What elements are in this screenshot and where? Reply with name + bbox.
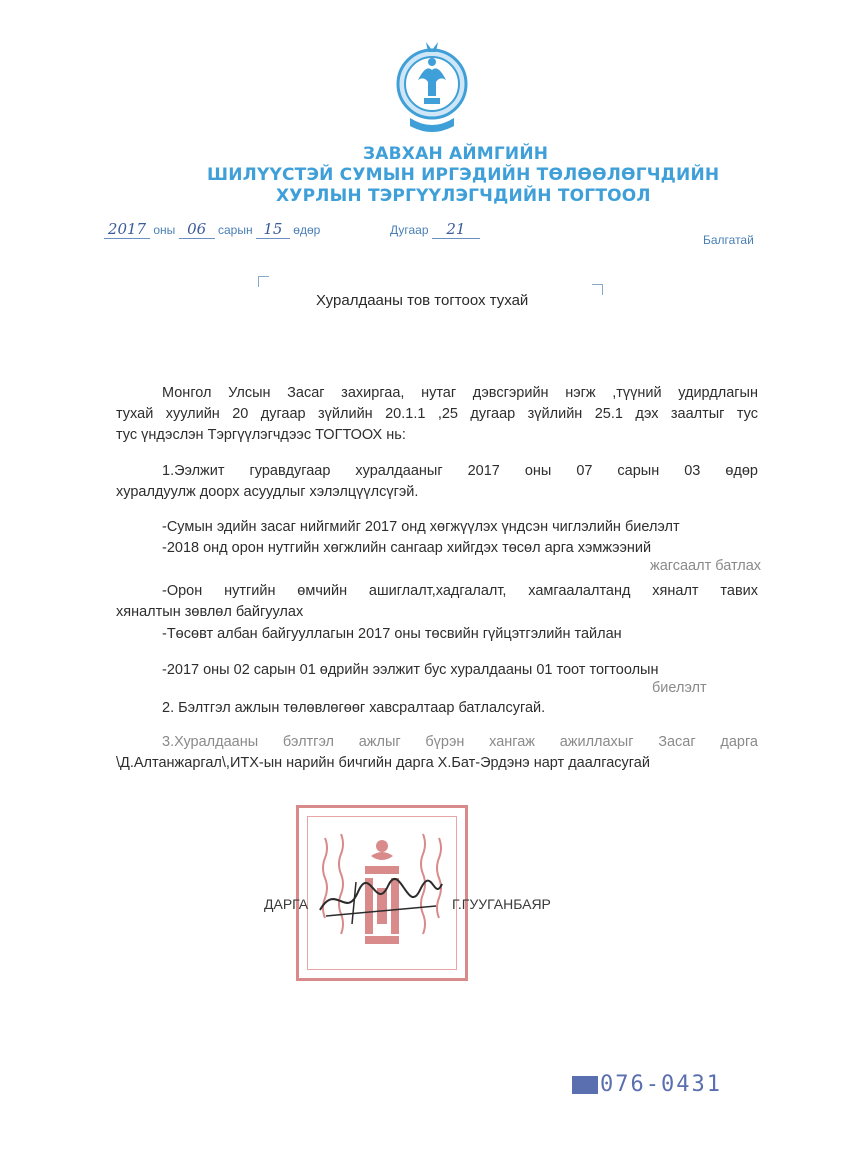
header-line-2: ШИЛҮҮСТЭЙ СУМЫН ИРГЭДИЙН ТӨЛӨӨЛӨГЧДИЙН: [207, 165, 720, 185]
document-number: 076-0431: [600, 1072, 722, 1097]
agenda-item-4: -Төсөвт албан байгууллагын 2017 оны төсвийн гүйцэтгэлийн тайлан: [162, 626, 622, 642]
header-line-1: ЗАВХАН АЙМГИЙН: [363, 144, 549, 164]
item-1-line-2: хуралдуулж доорх асуудлыг хэлэлцүүлсүгэй.: [116, 484, 419, 500]
intro-line-1: Монгол Улсын Засаг захиргаа, нутаг дэвсгэрийн нэгж ,түүний удирдлагын: [162, 385, 758, 401]
year-label: оны: [153, 223, 176, 237]
month-handwritten: 06: [179, 220, 215, 239]
state-emblem-icon: [396, 40, 468, 140]
item-3-line-1: 3.Хуралдааны бэлтгэл ажлыг бүрэн хангаж ажиллахыг Засаг дарга: [162, 734, 758, 750]
item-3-line-2: \Д.Алтанжаргал\,ИТХ-ын нарийн бичгийн дарга Х.Бат-Эрдэнэ нарт даалгасугай: [116, 755, 650, 771]
title-bracket-right: [592, 284, 603, 295]
number-handwritten: 21: [432, 220, 480, 239]
signatory-name: Г.ГУУГАНБАЯР: [452, 896, 551, 912]
intro-line-2: тухай хуулийн 20 дугаар зүйлийн 20.1.1 ,25 дугаар зүйлийн 25.1 дэх заалтыг тус: [116, 406, 758, 422]
agenda-item-5-line-1: -2017 оны 02 сарын 01 өдрийн ээлжит бус хуралдааны 01 тоот тогтоолын: [162, 662, 659, 678]
agenda-item-2-line-2: жагсаалт батлах: [650, 558, 762, 574]
agenda-item-5-line-2: биелэлт: [652, 680, 707, 696]
title-bracket-left: [258, 276, 269, 287]
number-label: Дугаар: [390, 223, 429, 237]
year-handwritten: 2017: [104, 220, 150, 239]
agenda-item-3-line-1: -Орон нутгийн өмчийн ашиглалт,хадгалалт, хамгаалалтанд хяналт тавих: [162, 583, 758, 599]
agenda-item-1: -Сумын эдийн засаг нийгмийг 2017 онд хөгжүүлэх үндсэн чиглэлийн биелэлт: [162, 519, 680, 535]
day-handwritten: 15: [256, 220, 290, 239]
document-title: Хуралдааны тов тогтоох тухай: [316, 292, 529, 309]
agenda-item-2-line-1: -2018 онд орон нутгийн хөгжлийн сангаар хийгдэх төсөл арга хэмжээний: [162, 540, 652, 556]
header-line-3: ХУРЛЫН ТЭРГҮҮЛЭГЧДИЙН ТОГТООЛ: [276, 186, 651, 206]
item-1-line-1: 1.Ээлжит гуравдугаар хуралдааныг 2017 оны 07 сарын 03 өдөр: [162, 463, 758, 479]
place-name: Балгатай: [703, 233, 754, 247]
handwritten-signature-icon: [316, 872, 446, 933]
signature-role: ДАРГА: [264, 896, 309, 912]
number-line: [390, 220, 480, 239]
day-label: өдөр: [293, 223, 321, 237]
item-2: 2. Бэлтгэл ажлын төлөвлөгөөг хавсралтаар батлалсугай.: [162, 700, 546, 716]
intro-line-3: тус үндэслэн Тэргүүлэгчдээс ТОГТООХ нь:: [116, 427, 406, 443]
footer-ink-block: [572, 1076, 598, 1094]
agenda-item-3-line-2: хяналтын зөвлөл байгуулах: [116, 604, 304, 620]
date-line: [104, 220, 320, 239]
month-label: сарын: [217, 223, 253, 237]
